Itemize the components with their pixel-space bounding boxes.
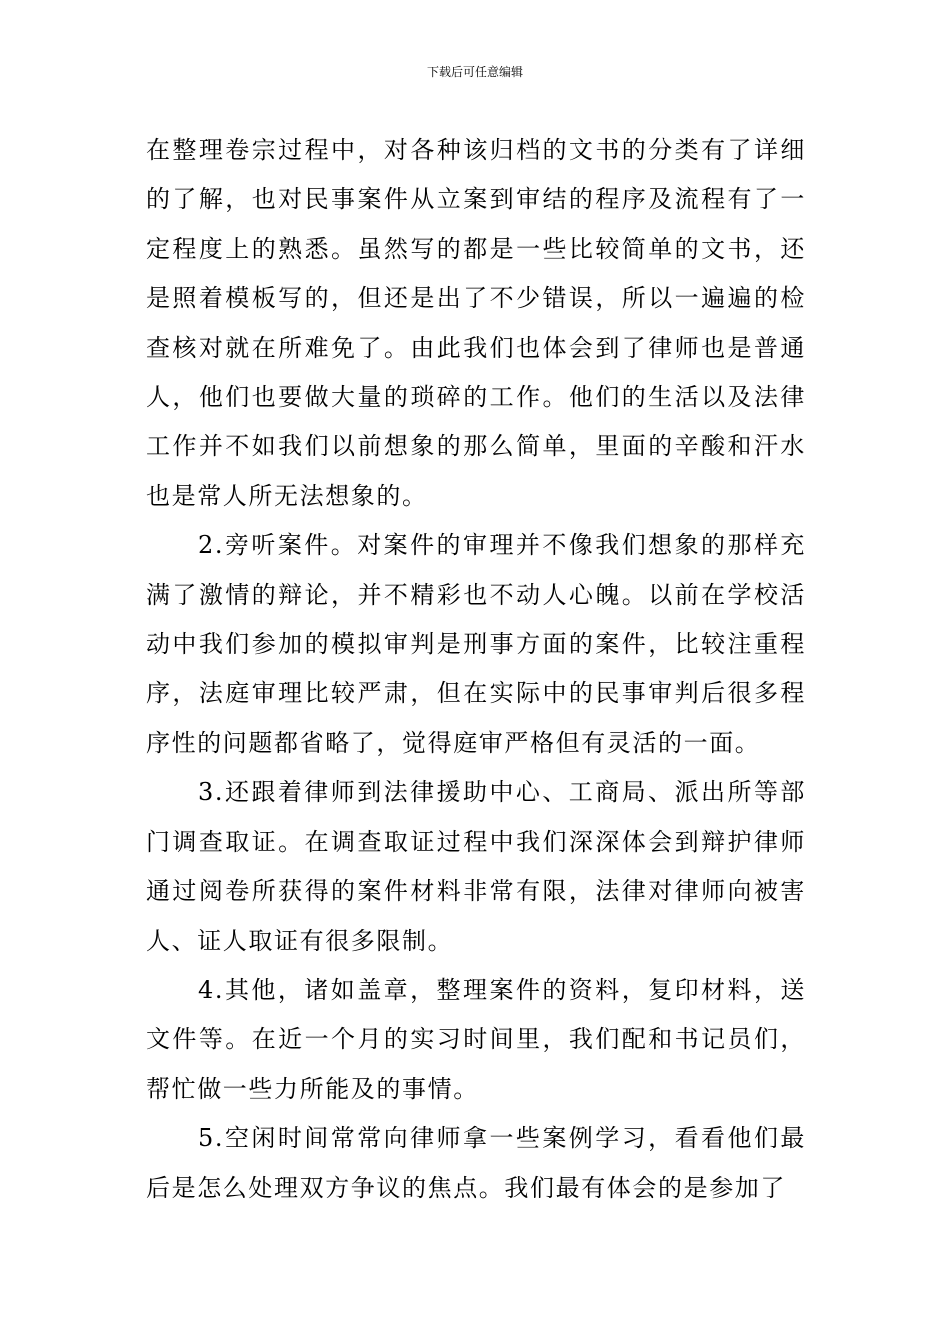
paragraph-court-hearing: 2.旁听案件。对案件的审理并不像我们想象的那样充满了激情的辩论，并不精彩也不动人心魄。以前在学校活动中我们参加的模拟审判是刑事方面的案件，比较注重程序，法庭审理比较严肃，但在实际中的民事审判后很多程序性的问题都省略了，觉得庭审严格但有灵活的一面。 xyxy=(146,531,806,757)
paragraph-other-tasks: 4.其他，诸如盖章，整理案件的资料，复印材料，送文件等。在近一个月的实习时间里，我们配和书记员们，帮忙做一些力所能及的事情。 xyxy=(146,975,806,1103)
paragraph-case-file-organizing: 在整理卷宗过程中，对各种该归档的文书的分类有了详细的了解，也对民事案件从立案到审结的程序及流程有了一定程度上的熟悉。虽然写的都是一些比较简单的文书，还是照着模板写的，但还是出了不少错误，所以一遍遍的检查核对就在所难免了。由此我们也体会到了律师也是普通人，他们也要做大量的琐碎的工作。他们的生活以及法律工作并不如我们以前想象的那么简单，里面的辛酸和汗水也是常人所无法想象的。 xyxy=(146,136,806,510)
paragraph-evidence-collection: 3.还跟着律师到法律援助中心、工商局、派出所等部门调查取证。在调查取证过程中我们深深体会到辩护律师通过阅卷所获得的案件材料非常有限，法律对律师向被害人、证人取证有很多限制。 xyxy=(146,778,806,955)
document-body xyxy=(146,126,806,1213)
page-header: 下载后可任意编辑 xyxy=(426,65,523,79)
paragraph-case-study: 5.空闲时间常常向律师拿一些案例学习，看看他们最后是怎么处理双方争议的焦点。我们最有体会的是参加了 xyxy=(146,1124,806,1202)
